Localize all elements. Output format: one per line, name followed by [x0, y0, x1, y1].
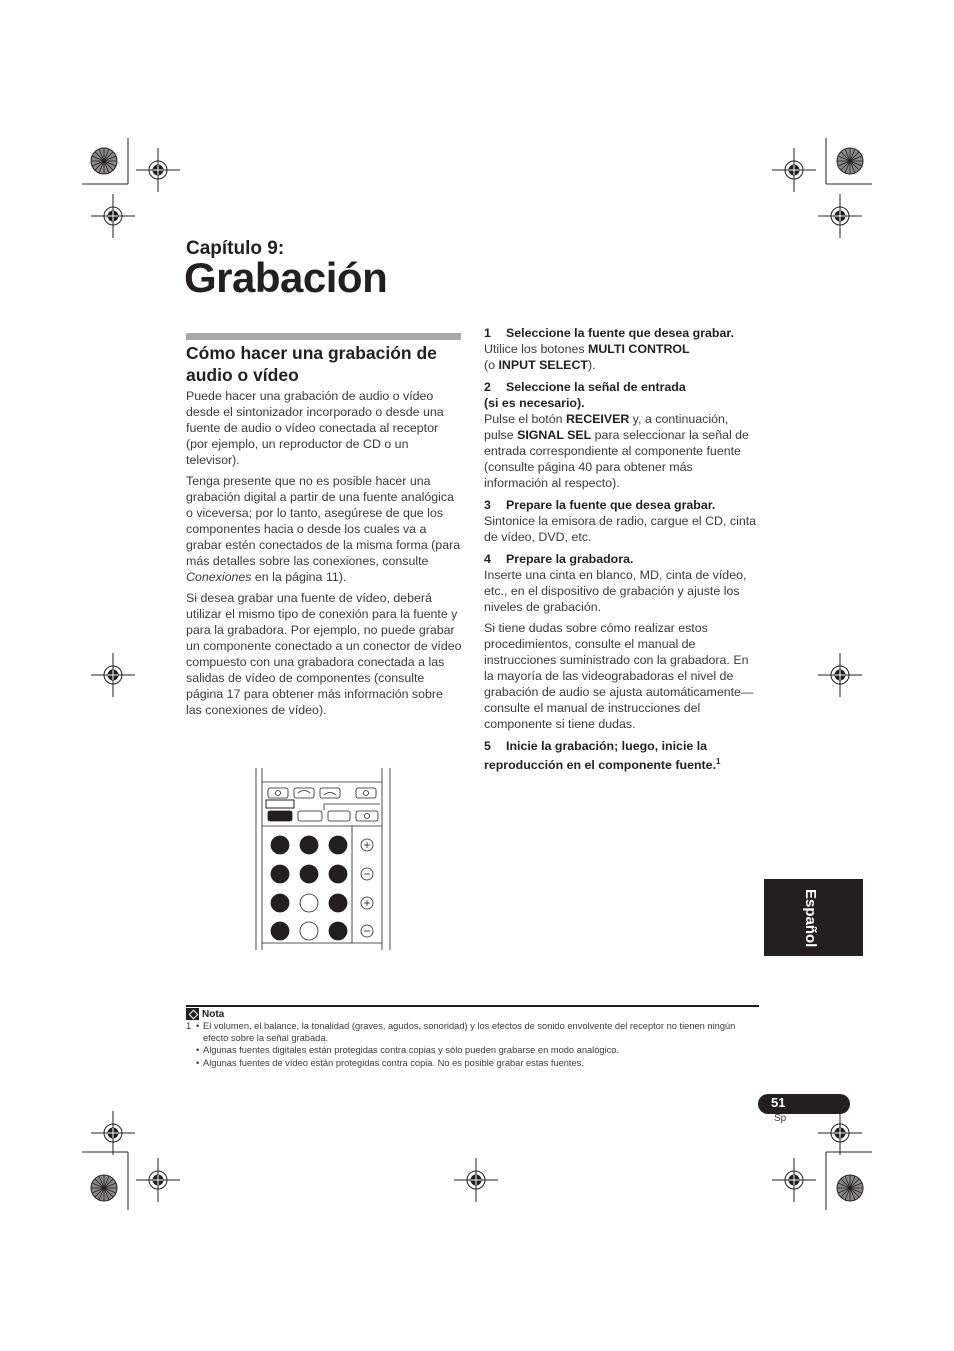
- note-list: [186, 1020, 761, 1069]
- paragraph-intro: Puede hacer una grabación de audio o vídeo desde el sintonizador incorporado o desde una fuente de audio o vídeo conectada al receptor (por ejemplo, un reproductor de CD o un televisor).: [186, 389, 444, 467]
- note-item: • Algunas fuentes digitales están protegidas contra copias y sólo pueden grabarse en modo analógico.: [196, 1045, 620, 1056]
- button-name-signal-sel: SIGNAL SEL: [517, 428, 592, 442]
- step-1-body: Utilice los botones MULTI CONTROL (o INPUT SELECT).: [484, 342, 690, 372]
- page-number: 51: [771, 1095, 786, 1110]
- paragraph-digital: Tenga presente que no es posible hacer una grabación digital a partir de una fuente analógica o viceversa; por lo tanto, asegúrese de que los componentes hacia o desde los cuales va a grabar estén conectados de la misma forma (para más detalles sobre las conexiones, consulte Conexiones en la página 11).: [186, 474, 461, 584]
- step-4-body: Inserte una cinta en blanco, MD, cinta de vídeo, etc., en el dispositivo de grabación y ajuste los niveles de grabación.: [484, 568, 747, 614]
- section-bar: [186, 333, 461, 340]
- page-language: Sp: [774, 1113, 787, 1124]
- step-2-body: Pulse el botón RECEIVER y, a continuación, pulse SIGNAL SEL para seleccionar la señal de entrada correspondiente al componente fuente (consulte página 40 para obtener más información al respecto).: [484, 412, 749, 490]
- note-icon: [186, 1008, 199, 1020]
- remote-control-illustration: [254, 768, 392, 950]
- step-5-heading: 5 Inicie la grabación; luego, inicie la reproducción en el componente fuente.$^1$: [484, 739, 721, 773]
- step-4-heading: 4 Prepare la grabadora.: [484, 552, 634, 566]
- step-1-heading: 1 Seleccione la fuente que desea grabar.: [484, 326, 734, 340]
- button-name-input-select: INPUT SELECT: [498, 358, 588, 372]
- chapter-label: Capítulo 9:: [186, 238, 285, 259]
- note-item: 1 • El volumen, el balance, la tonalidad (graves, agudos, sonoridad) y los efectos de sonido envolvente del receptor no tienen ningún efecto sobre la señal grabada.: [186, 1021, 736, 1044]
- step-3-body: Sintonice la emisora de radio, cargue el CD, cinta de vídeo, DVD, etc.: [484, 514, 757, 544]
- language-tab: Español: [764, 879, 863, 956]
- button-name-receiver: RECEIVER: [565, 412, 630, 426]
- note-heading: Nota: [186, 1008, 224, 1020]
- step-4-body-2: Si tiene dudas sobre cómo realizar estos procedimientos, consulte el manual de instrucciones suministrado con la grabadora. En la mayoría de las videograbadoras el nivel de grabación de audio se ajusta automáticamente—consulte el manual de instrucciones del componente si tiene dudas.: [484, 621, 754, 731]
- step-2-heading: 2 Seleccione la señal de entrada (si es necesario).: [484, 380, 686, 410]
- paragraph-video: Si desea grabar una fuente de vídeo, deberá utilizar el mismo tipo de conexión para la fuente y para la grabadora. Por ejemplo, no puede grabar un componente conectado a un conector de vídeo compuesto con una grabadora conectada a las salidas de vídeo de componentes (consulte página 17 para obtener más información sobre las conexiones de vídeo).: [186, 591, 462, 717]
- footnote-ref: 1: [716, 757, 721, 766]
- button-name-multi-control: MULTI CONTROL: [588, 342, 690, 356]
- note-divider: [186, 1005, 759, 1007]
- step-3-heading: 3 Prepare la fuente que desea grabar.: [484, 498, 716, 512]
- page-title: Grabación: [184, 254, 388, 301]
- left-column: [186, 388, 462, 723]
- section-title: Cómo hacer una grabación de audio o vídeo: [186, 343, 437, 385]
- right-column: [484, 325, 760, 773]
- note-item: • Algunas fuentes de vídeo están protegidas contra copia. No es posible grabar estas fuentes.: [196, 1057, 584, 1068]
- link-conexiones: Conexiones: [186, 570, 252, 584]
